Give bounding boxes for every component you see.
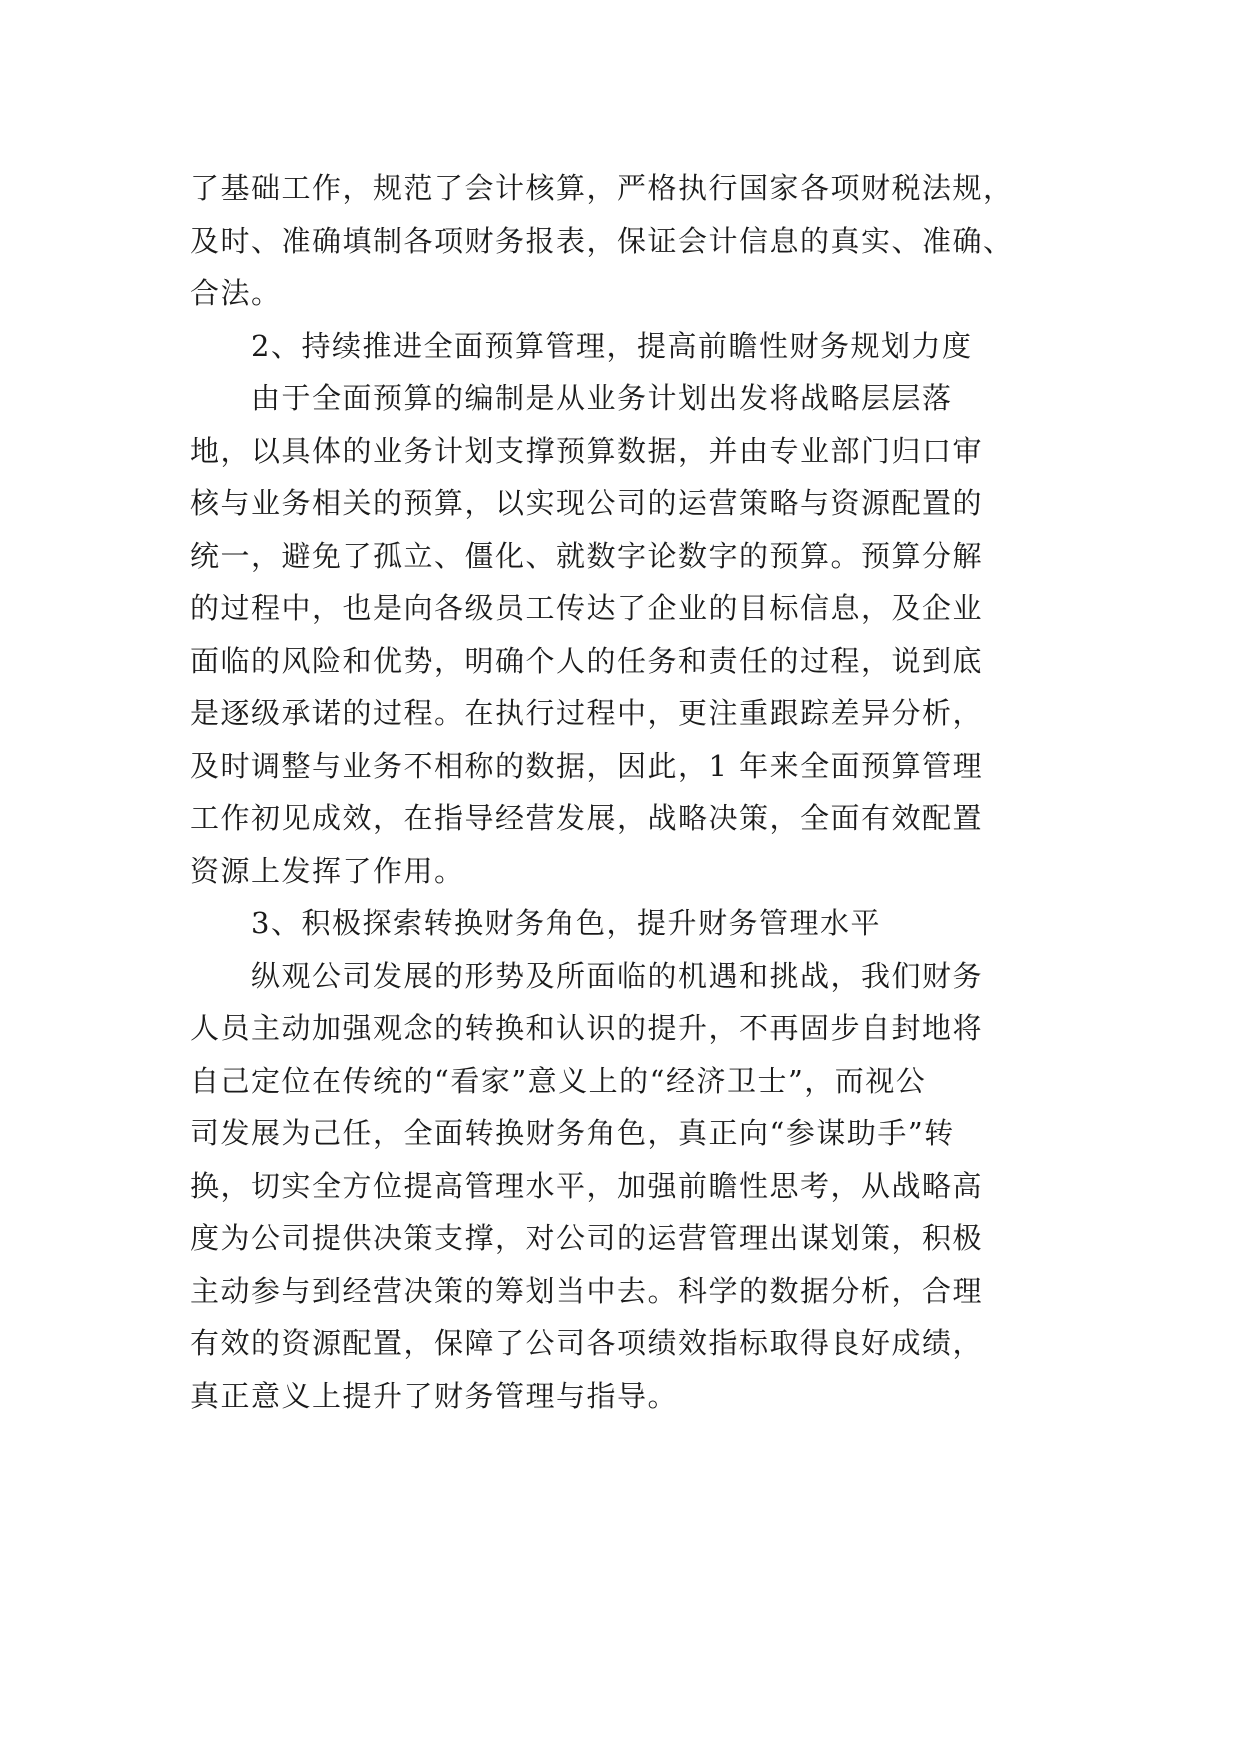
document-body — [190, 162, 1050, 1422]
text-line: 了基础工作，规范了会计核算，严格执行国家各项财税法规， — [190, 171, 1014, 205]
text-line: 换，切实全方位提高管理水平，加强前瞻性思考，从战略高 — [190, 1168, 984, 1203]
text-line: 资源上发挥了作用。 — [190, 853, 465, 888]
text-line: 有效的资源配置，保障了公司各项绩效指标取得良好成绩， — [190, 1326, 984, 1360]
text-line: 人员主动加强观念的转换和认识的提升，不再固步自封地将 — [190, 1011, 984, 1045]
paragraph-first-line: 纵观公司发展的形势及所面临的机遇和挑战，我们财务 — [251, 958, 984, 993]
section-heading: 3、积极探索转换财务角色，提升财务管理水平 — [251, 906, 881, 940]
text-line: 地，以具体的业务计划支撑预算数据，并由专业部门归口审 — [190, 433, 984, 468]
text-line: 及时、准确填制各项财务报表，保证会计信息的真实、准确、 — [190, 223, 1014, 258]
text-line: 是逐级承诺的过程。在执行过程中，更注重跟踪差异分析， — [190, 696, 984, 730]
text-line: 及时调整与业务不相称的数据，因此，1 年来全面预算管理 — [190, 748, 984, 783]
text-line: 自己定位在传统的“看家”意义上的“经济卫士”，而视公 — [190, 1063, 927, 1098]
text-line: 的过程中，也是向各级员工传达了企业的目标信息，及企业 — [190, 591, 984, 625]
text-line: 统一，避免了孤立、僵化、就数字论数字的预算。预算分解 — [190, 538, 984, 573]
text-line: 面临的风险和优势，明确个人的任务和责任的过程，说到底 — [190, 643, 984, 678]
paragraph-first-line: 由于全面预算的编制是从业务计划出发将战略层层落 — [251, 381, 953, 415]
text-line: 度为公司提供决策支撑，对公司的运营管理出谋划策，积极 — [190, 1221, 984, 1255]
text-line: 核与业务相关的预算，以实现公司的运营策略与资源配置的 — [190, 486, 984, 520]
text-line: 工作初见成效，在指导经营发展，战略决策，全面有效配置 — [190, 801, 984, 835]
section-heading: 2、持续推进全面预算管理，提高前瞻性财务规划力度 — [251, 328, 973, 363]
text-line: 司发展为己任，全面转换财务角色，真正向“参谋助手”转 — [190, 1116, 955, 1150]
text-line: 真正意义上提升了财务管理与指导。 — [190, 1378, 679, 1413]
text-line: 合法。 — [190, 276, 282, 310]
text-line: 主动参与到经营决策的筹划当中去。科学的数据分析，合理 — [190, 1273, 984, 1308]
